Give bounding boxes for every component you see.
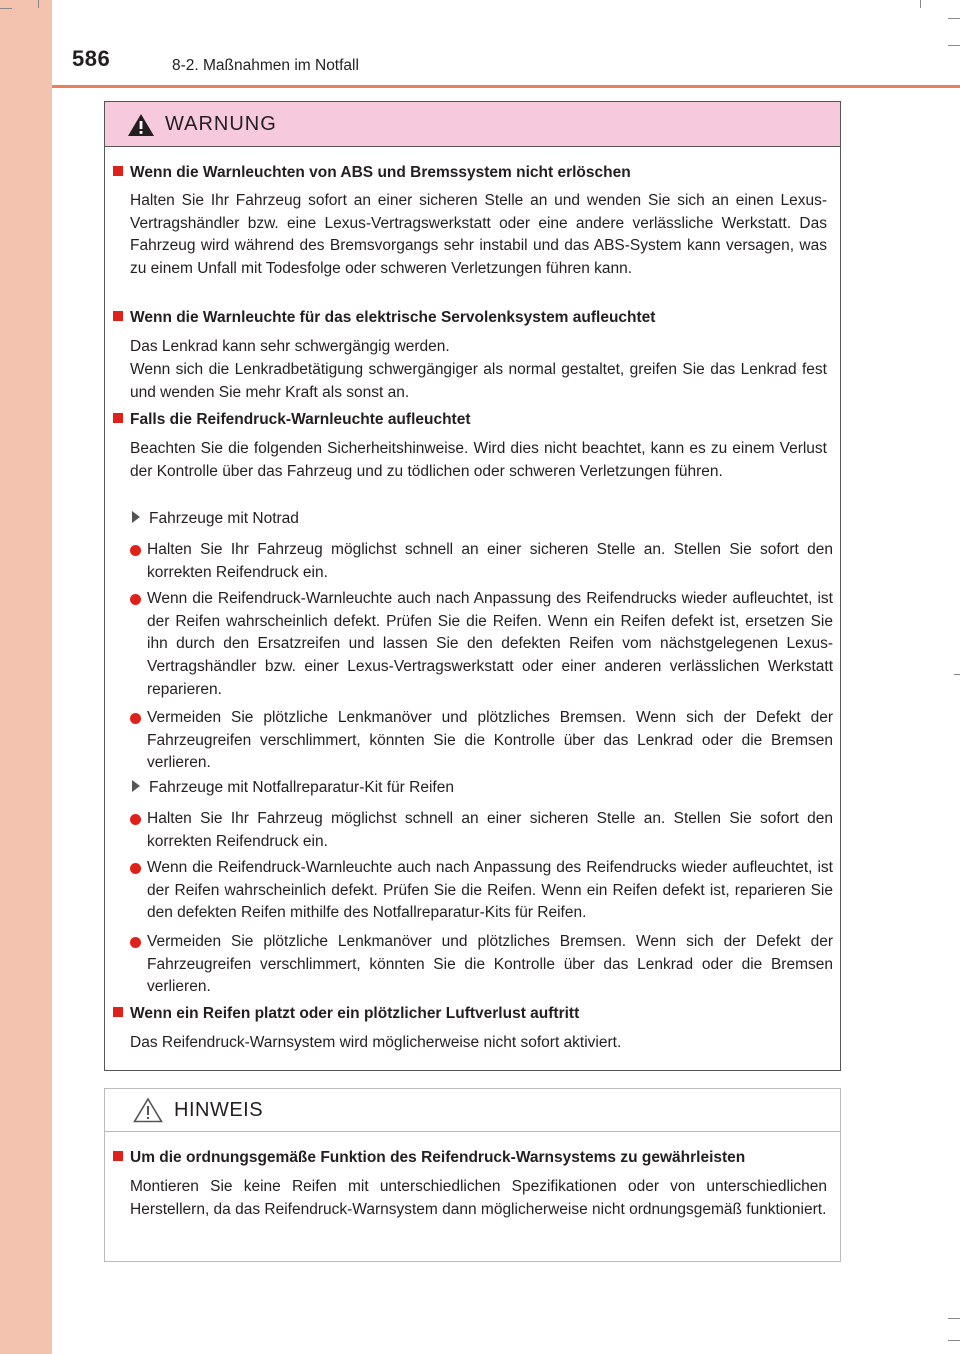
- crop-mark: [948, 1318, 960, 1319]
- red-bullet-icon: [130, 814, 141, 825]
- warning-text-steering-1: Das Lenkrad kann sehr schwergängig werden.: [130, 338, 450, 355]
- crop-mark: [954, 674, 960, 675]
- warning-triangle-icon: [127, 113, 155, 137]
- crop-mark: [38, 0, 39, 8]
- subsection-repair-kit: Fahrzeuge mit Notfallreparatur-Kit für Reifen: [132, 779, 454, 797]
- warning-title: WARNUNG: [165, 113, 277, 135]
- note-box: [104, 1088, 841, 1262]
- section-title: 8-2. Maßnahmen im Notfall: [172, 57, 359, 74]
- list-item: Wenn die Reifendruck-Warnleuchte auch nach Anpassung des Reifendrucks wieder aufleuchtet, ist der Reifen wahrscheinlich defekt. Prüfen Sie die Reifen. Wenn ein Reifen defekt ist, ersetzen Sie ihn durch den Ersatzreifen und lassen Sie den defekten Reifen vom nächstgelegenen Lexus-Vertragshändler bzw. einer Lexus-Vertragswerkstatt oder einer anderen verlässlichen Werkstatt reparieren.: [130, 588, 833, 702]
- note-header: [105, 1089, 840, 1132]
- warning-heading-abs: Wenn die Warnleuchten von ABS und Bremssystem nicht erlöschen: [113, 164, 631, 182]
- list-item: Halten Sie Ihr Fahrzeug möglichst schnell an einer sicheren Stelle an. Stellen Sie sofort den korrekten Reifendruck ein.: [130, 539, 833, 584]
- warning-text-steering-2: Wenn sich die Lenkradbetätigung schwergängiger als normal gestaltet, greifen Sie das Lenkrad fest und wenden Sie mehr Kraft als sonst an.: [130, 361, 827, 401]
- warning-text-abs: Halten Sie Ihr Fahrzeug sofort an einer sicheren Stelle an und wenden Sie sich an einen Lexus-Vertragshändler bzw. eine Lexus-Vertragswerkstatt oder eine andere verlässliche Werkstatt. Das Fahrzeug wird während des Bremsvorgangs sehr instabil und das ABS-System kann versagen, was zu einem Unfall mit Todesfolge oder schweren Verletzungen führen kann.: [130, 192, 827, 278]
- crop-mark: [948, 45, 960, 46]
- red-square-marker-icon: [113, 311, 123, 321]
- crop-mark: [0, 8, 12, 9]
- note-title: HINWEIS: [174, 1099, 264, 1121]
- caution-triangle-outline-icon: [133, 1097, 163, 1123]
- subsection-spare-tire: Fahrzeuge mit Notrad: [132, 510, 299, 528]
- note-heading: Um die ordnungsgemäße Funktion des Reifendruck-Warnsystems zu gewährleisten: [113, 1149, 745, 1167]
- crop-mark: [948, 18, 960, 19]
- red-bullet-icon: [130, 545, 141, 556]
- crop-mark: [948, 1340, 960, 1341]
- crop-mark: [920, 0, 921, 8]
- warning-box: [104, 101, 841, 1071]
- red-square-marker-icon: [113, 1151, 123, 1161]
- list-item: Halten Sie Ihr Fahrzeug möglichst schnell an einer sicheren Stelle an. Stellen Sie sofort den korrekten Reifendruck ein.: [130, 808, 833, 853]
- warning-heading-tire-burst: Wenn ein Reifen platzt oder ein plötzlicher Luftverlust auftritt: [113, 1005, 579, 1023]
- warning-heading-tire-pressure: Falls die Reifendruck-Warnleuchte aufleuchtet: [113, 411, 471, 429]
- red-bullet-icon: [130, 863, 141, 874]
- warning-text-tire-burst: Das Reifendruck-Warnsystem wird möglicherweise nicht sofort aktiviert.: [130, 1034, 622, 1051]
- triangle-arrow-icon: [132, 780, 140, 792]
- warning-header: [105, 102, 840, 147]
- red-bullet-icon: [130, 713, 141, 724]
- red-square-marker-icon: [113, 166, 123, 176]
- triangle-arrow-icon: [132, 511, 140, 523]
- list-item: Vermeiden Sie plötzliche Lenkmanöver und plötzliches Bremsen. Wenn sich der Defekt der Fahrzeugreifen verschlimmert, könnten Sie die Kontrolle über das Lenkrad oder die Bremsen verlieren.: [130, 707, 833, 775]
- note-text: Montieren Sie keine Reifen mit unterschiedlichen Spezifikationen oder von unterschiedlichen Herstellern, da das Reifendruck-Warnsystem dann möglicherweise nicht ordnungsgemäß funktioniert.: [130, 1178, 827, 1218]
- list-item: Vermeiden Sie plötzliche Lenkmanöver und plötzliches Bremsen. Wenn sich der Defekt der Fahrzeugreifen verschlimmert, könnten Sie die Kontrolle über das Lenkrad oder die Bremsen verlieren.: [130, 931, 833, 999]
- warning-heading-steering: Wenn die Warnleuchte für das elektrische Servolenksystem aufleuchtet: [113, 309, 655, 327]
- red-bullet-icon: [130, 937, 141, 948]
- red-bullet-icon: [130, 594, 141, 605]
- warning-text-tire-pressure: Beachten Sie die folgenden Sicherheitshinweise. Wird dies nicht beachtet, kann es zu einem Verlust der Kontrolle über das Fahrzeug und zu tödlichen oder schweren Verletzungen führen.: [130, 440, 827, 480]
- header-rule: [52, 85, 960, 88]
- red-square-marker-icon: [113, 413, 123, 423]
- red-square-marker-icon: [113, 1007, 123, 1017]
- list-item: Wenn die Reifendruck-Warnleuchte auch nach Anpassung des Reifendrucks wieder aufleuchtet, ist der Reifen wahrscheinlich defekt. Prüfen Sie die Reifen. Wenn ein Reifen defekt ist, reparieren Sie den defekten Reifen mithilfe des Notfallreparatur-Kits für Reifen.: [130, 857, 833, 925]
- side-color-strip: [0, 0, 52, 1354]
- page-number: 586: [72, 46, 111, 71]
